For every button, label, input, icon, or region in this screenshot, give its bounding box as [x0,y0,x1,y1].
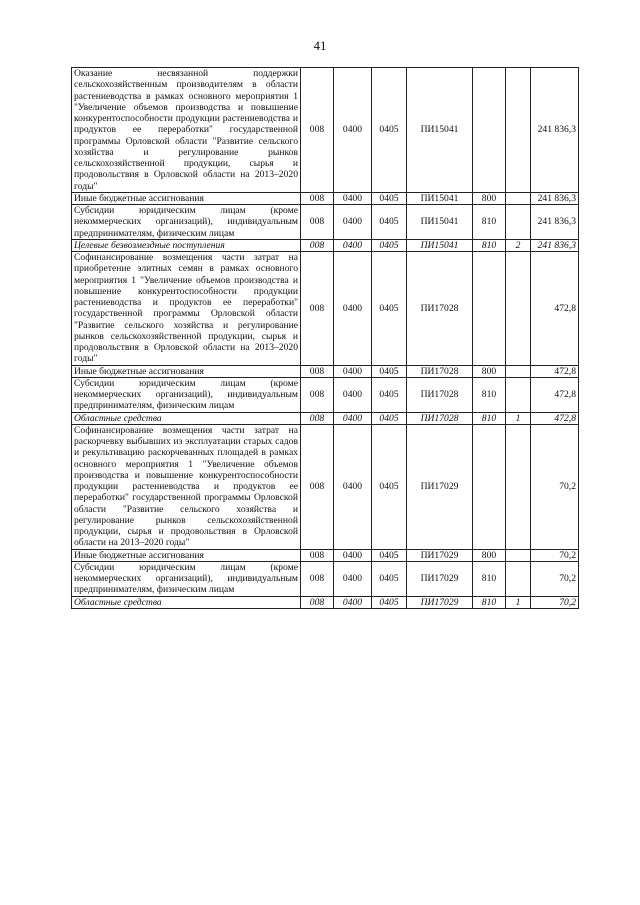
section-code: 0400 [334,412,372,424]
budget-table [71,67,579,609]
funding-source-code [506,549,531,561]
row-name: Софинансирование возмещения части затрат на раскорчевку выбывших из эксплуатации старых садов и рекультивацию раскорчеванных площадей в рамках основного мероприятия 1 "Увеличение объемов производства и повышение конкурентоспособности продукции растениеводства и продуктов ее переработки" государственной программы Орловской области "Развитие сельского хозяйства и регулирование рынков сельскохозяйственной продукции, сырья и продовольствия в Орловской области на 2013–2020 годы" [72,424,301,549]
expense-type-code: 810 [473,412,506,424]
row-name: Областные средства [72,412,301,424]
funding-source-code [506,424,531,549]
section-code: 0400 [334,596,372,608]
subsection-code: 0405 [372,424,407,549]
table-body [72,68,579,609]
funding-source-code: 1 [506,412,531,424]
table-row [72,412,579,424]
table-row [72,549,579,561]
table-row [72,365,579,377]
section-code: 0400 [334,561,372,596]
grbs-code: 008 [301,205,334,240]
target-article-code: ПИ17028 [407,252,473,366]
grbs-code: 008 [301,596,334,608]
expense-type-code: 810 [473,239,506,251]
funding-source-code [506,192,531,204]
funding-source-code [506,377,531,412]
amount: 70,2 [531,561,579,596]
section-code: 0400 [334,365,372,377]
grbs-code: 008 [301,424,334,549]
table-row [72,205,579,240]
subsection-code: 0405 [372,377,407,412]
row-name: Целевые безвозмездные поступления [72,239,301,251]
expense-type-code: 800 [473,365,506,377]
target-article-code: ПИ17029 [407,549,473,561]
amount: 472,8 [531,252,579,366]
row-name: Субсидии юридическим лицам (кроме некоммерческих организаций), индивидуальным предпринимателям, физическим лицам [72,377,301,412]
expense-type-code: 810 [473,596,506,608]
grbs-code: 008 [301,377,334,412]
target-article-code: ПИ15041 [407,205,473,240]
table-row [72,239,579,251]
subsection-code: 0405 [372,192,407,204]
expense-type-code: 800 [473,192,506,204]
expense-type-code: 810 [473,377,506,412]
section-code: 0400 [334,68,372,193]
subsection-code: 0405 [372,596,407,608]
target-article-code: ПИ17028 [407,365,473,377]
row-name: Иные бюджетные ассигнования [72,192,301,204]
target-article-code: ПИ15041 [407,239,473,251]
funding-source-code [506,68,531,193]
table-row [72,596,579,608]
expense-type-code: 800 [473,549,506,561]
row-name: Областные средства [72,596,301,608]
target-article-code: ПИ15041 [407,192,473,204]
grbs-code: 008 [301,561,334,596]
funding-source-code [506,561,531,596]
table-row [72,192,579,204]
expense-type-code [473,252,506,366]
grbs-code: 008 [301,412,334,424]
subsection-code: 0405 [372,549,407,561]
funding-source-code: 2 [506,239,531,251]
target-article-code: ПИ17029 [407,424,473,549]
amount: 472,8 [531,377,579,412]
section-code: 0400 [334,549,372,561]
section-code: 0400 [334,192,372,204]
row-name: Субсидии юридическим лицам (кроме некоммерческих организаций), индивидуальным предпринимателям, физическим лицам [72,561,301,596]
expense-type-code [473,424,506,549]
amount: 70,2 [531,596,579,608]
row-name: Иные бюджетные ассигнования [72,365,301,377]
subsection-code: 0405 [372,412,407,424]
section-code: 0400 [334,252,372,366]
target-article-code: ПИ15041 [407,68,473,193]
funding-source-code [506,365,531,377]
expense-type-code: 810 [473,561,506,596]
section-code: 0400 [334,424,372,549]
row-name: Оказание несвязанной поддержки сельскохозяйственным производителям в области растениеводства в рамках основного мероприятия 1 "Увеличение объемов производства и повышение конкурентоспособности продукции растениеводства и продуктов ее переработки" государственной программы Орловской области "Развитие сельского хозяйства и регулирование рынков сельскохозяйственной продукции, сырья и продовольствия в Орловской области на 2013–2020 годы" [72,68,301,193]
section-code: 0400 [334,205,372,240]
grbs-code: 008 [301,252,334,366]
target-article-code: ПИ17029 [407,596,473,608]
amount: 472,8 [531,365,579,377]
funding-source-code [506,205,531,240]
target-article-code: ПИ17028 [407,412,473,424]
grbs-code: 008 [301,365,334,377]
subsection-code: 0405 [372,239,407,251]
amount: 70,2 [531,424,579,549]
amount: 241 836,3 [531,239,579,251]
grbs-code: 008 [301,192,334,204]
page-number: 41 [313,38,327,53]
amount: 241 836,3 [531,192,579,204]
subsection-code: 0405 [372,252,407,366]
subsection-code: 0405 [372,365,407,377]
table-row [72,377,579,412]
target-article-code: ПИ17029 [407,561,473,596]
target-article-code: ПИ17028 [407,377,473,412]
row-name: Иные бюджетные ассигнования [72,549,301,561]
row-name: Софинансирование возмещения части затрат на приобретение элитных семян в рамках основного мероприятия 1 "Увеличение объемов производства и повышение конкурентоспособности продукции растениеводства и продуктов ее переработки" государственной программы Орловской области "Развитие сельского хозяйства и регулирование рынков сельскохозяйственной продукции, сырья и продовольствия в Орловской области на 2013–2020 годы" [72,252,301,366]
funding-source-code [506,252,531,366]
subsection-code: 0405 [372,561,407,596]
grbs-code: 008 [301,549,334,561]
amount: 472,8 [531,412,579,424]
row-name: Субсидии юридическим лицам (кроме некоммерческих организаций), индивидуальным предпринимателям, физическим лицам [72,205,301,240]
subsection-code: 0405 [372,205,407,240]
funding-source-code: 1 [506,596,531,608]
subsection-code: 0405 [372,68,407,193]
grbs-code: 008 [301,68,334,193]
table-row [72,424,579,549]
table-row [72,68,579,193]
section-code: 0400 [334,377,372,412]
table-row [72,252,579,366]
table-row [72,561,579,596]
section-code: 0400 [334,239,372,251]
amount: 241 836,3 [531,205,579,240]
grbs-code: 008 [301,239,334,251]
amount: 241 836,3 [531,68,579,193]
amount: 70,2 [531,549,579,561]
expense-type-code [473,68,506,193]
expense-type-code: 810 [473,205,506,240]
